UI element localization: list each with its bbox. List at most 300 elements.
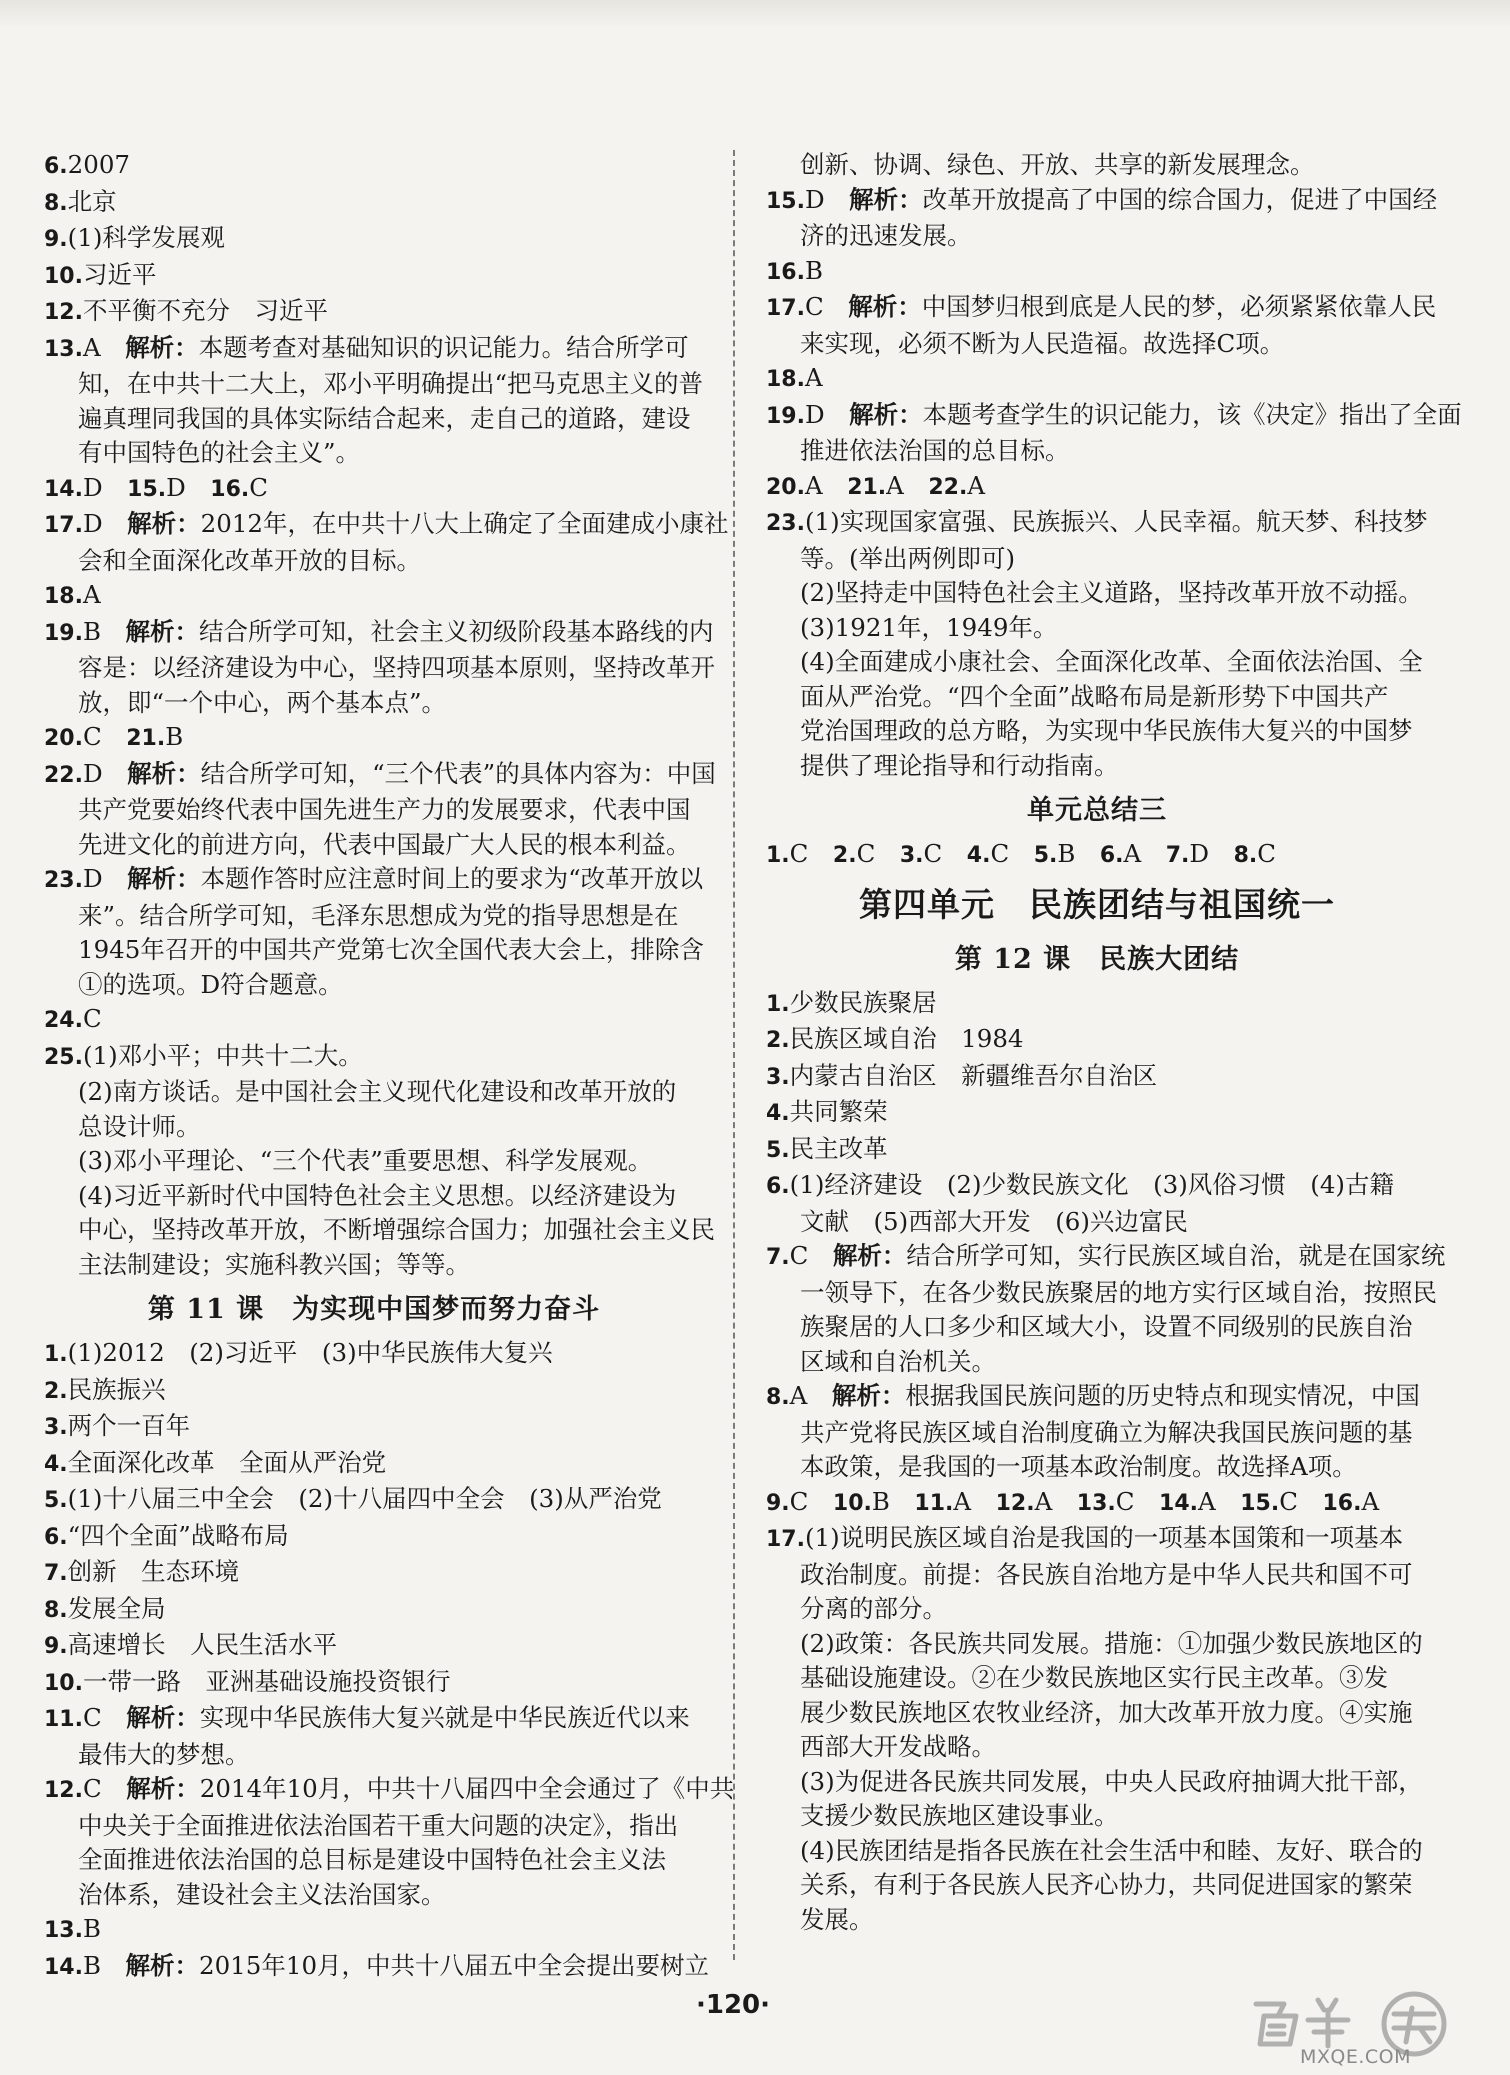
analysis-text: 2015年10月，中共十八届五中全会提出要树立 xyxy=(199,1950,710,1980)
answer-continuation xyxy=(766,1868,1428,1903)
question-number: 2. xyxy=(766,1028,790,1053)
answer-text: 先进文化的前进方向，代表中国最广大人民的根本利益。 xyxy=(78,829,691,859)
answer-text: 共同繁荣 xyxy=(789,1097,888,1126)
question-number: 13. xyxy=(44,336,83,362)
question-number: 24. xyxy=(44,1008,83,1033)
answer-continuation xyxy=(44,544,704,579)
answer-text: A xyxy=(82,332,126,362)
answer-continuation xyxy=(44,933,704,968)
right-column xyxy=(766,148,1462,1937)
answer-text: D xyxy=(166,472,211,502)
answer-continuation xyxy=(44,828,704,863)
analysis-text: 2014年10月，中共十八届四中全会通过了《中共 xyxy=(199,1774,735,1803)
lesson-heading: 第 12 课 民族大团结 xyxy=(954,943,1240,975)
question-number: 12. xyxy=(995,1490,1035,1516)
answer-text: (2)南方谈话。是中国社会主义现代化建设和改革开放的 xyxy=(78,1077,677,1106)
answer-text: 发展。 xyxy=(800,1904,874,1934)
answer-line xyxy=(44,1482,704,1519)
analysis-label: 解析： xyxy=(127,758,201,788)
answer-text: 党治国理政的总方略，为实现中华民族伟大复兴的中国梦 xyxy=(800,716,1413,745)
question-number: 10. xyxy=(44,263,83,289)
question-number: 21. xyxy=(126,726,166,751)
answer-text: A xyxy=(1198,1486,1241,1516)
question-number: 13. xyxy=(44,1918,83,1943)
question-number: 11. xyxy=(914,1490,954,1516)
answer-text: 族聚居的人口多少和区域大小，设置不同级别的民族自治 xyxy=(800,1312,1413,1341)
answer-text: 少数民族聚居 xyxy=(789,987,937,1017)
answer-line xyxy=(44,185,704,222)
question-number: 14. xyxy=(1159,1490,1199,1516)
question-number: 15. xyxy=(1240,1490,1280,1516)
question-number: 18. xyxy=(44,584,83,609)
question-number: 14. xyxy=(44,476,83,502)
answer-continuation xyxy=(766,1661,1428,1696)
answer-text: D xyxy=(82,758,128,788)
answer-text: 2007 xyxy=(67,150,131,179)
answer-text: C xyxy=(804,292,849,321)
answer-text: 展少数民族地区农牧业经济，加大改革开放力度。④实施 xyxy=(800,1697,1413,1727)
answer-continuation xyxy=(766,1345,1428,1380)
lesson-heading: 单元总结三 xyxy=(1027,795,1167,826)
column-divider xyxy=(733,150,735,1960)
answer-text: D xyxy=(82,864,128,893)
answer-text: B xyxy=(82,1950,126,1980)
answer-line xyxy=(766,505,1428,542)
answer-continuation xyxy=(766,327,1428,362)
question-number: 23. xyxy=(44,868,83,893)
answer-text: A xyxy=(82,580,101,609)
question-number: 16. xyxy=(1322,1490,1362,1516)
answer-text: A xyxy=(967,470,986,500)
question-number: 20. xyxy=(44,726,83,751)
answer-line xyxy=(44,471,704,508)
answer-text: 来实现，必须不断为人民造福。故选择C项。 xyxy=(800,328,1285,358)
analysis-label: 解析： xyxy=(127,509,201,538)
question-number: 9. xyxy=(44,227,68,252)
question-number: 25. xyxy=(44,1044,83,1070)
question-number: 7. xyxy=(766,1245,790,1270)
question-number: 3. xyxy=(899,843,924,868)
answer-text: A xyxy=(886,470,929,500)
answer-text: (1)经济建设 (2)少数民族文化 (3)风俗习惯 (4)古籍 xyxy=(789,1170,1394,1199)
answer-continuation xyxy=(766,148,1428,183)
answer-continuation xyxy=(766,1310,1428,1345)
answer-text: D xyxy=(82,509,128,538)
question-number: 11. xyxy=(44,1707,83,1732)
answer-continuation xyxy=(44,793,704,828)
question-number: 15. xyxy=(127,476,167,502)
answer-continuation xyxy=(766,680,1428,715)
answer-text: A xyxy=(1361,1486,1380,1516)
answer-text: 总设计师。 xyxy=(78,1111,201,1141)
answer-line xyxy=(44,1555,704,1592)
answer-text: 不平衡不充分 习近平 xyxy=(82,296,328,325)
question-number: 6. xyxy=(766,1174,790,1199)
answer-continuation xyxy=(44,1144,704,1179)
answer-line xyxy=(44,331,704,368)
answer-line xyxy=(766,1521,1428,1558)
answer-continuation xyxy=(766,1592,1428,1627)
answer-text: 中央关于全面推进依法治国若干重大问题的决定》，指出 xyxy=(78,1810,679,1840)
answer-line xyxy=(44,1628,704,1665)
answer-text: D xyxy=(804,184,850,214)
answer-text: (4)民族团结是指各民族在社会生活中和睦、友好、联合的 xyxy=(800,1835,1423,1865)
answer-line xyxy=(766,1485,1428,1522)
answer-line xyxy=(44,1772,735,1809)
question-number: 4. xyxy=(44,1451,68,1477)
answer-text: (4)习近平新时代中国特色社会主义思想。以经济建设为 xyxy=(78,1180,677,1210)
answer-continuation xyxy=(44,402,704,437)
question-number: 3. xyxy=(766,1064,790,1090)
answer-continuation xyxy=(766,1903,1428,1938)
answer-text: 中心，坚持改革开放，不断增强综合国力；加强社会主义民 xyxy=(78,1215,715,1244)
answer-text: D xyxy=(82,472,128,502)
answer-line xyxy=(44,757,716,794)
answer-text: 济的迅速发展。 xyxy=(800,221,972,250)
answer-text: 分离的部分。 xyxy=(800,1594,947,1623)
answer-line xyxy=(766,1095,1428,1132)
analysis-label: 解析： xyxy=(126,1703,200,1732)
answer-text: (1)科学发展观 xyxy=(67,223,225,252)
question-number: 17. xyxy=(766,296,805,321)
answer-text: 等。(举出两例即可) xyxy=(800,543,1016,573)
answer-line xyxy=(44,578,704,615)
question-number: 7. xyxy=(44,1561,68,1586)
analysis-text: 本题作答时应注意时间上的要求为“改革开放以 xyxy=(200,864,704,893)
answer-line xyxy=(44,258,704,295)
answer-text: C xyxy=(1115,1486,1160,1516)
question-number: 4. xyxy=(966,843,991,868)
answer-text: 有中国特色的社会主义”。 xyxy=(78,438,361,467)
lesson-heading: 第 11 课 为实现中国梦而努力奋斗 xyxy=(147,1294,601,1325)
question-number: 1. xyxy=(44,1342,68,1367)
question-number: 10. xyxy=(832,1490,872,1516)
question-number: 12. xyxy=(44,300,83,325)
question-number: 5. xyxy=(1033,843,1058,868)
question-number: 8. xyxy=(44,1597,68,1623)
question-number: 14. xyxy=(44,1954,83,1980)
answer-text: 会和全面深化改革开放的目标。 xyxy=(78,545,421,575)
answer-text: C xyxy=(1257,839,1276,868)
analysis-label: 解析： xyxy=(125,1950,199,1980)
answer-line xyxy=(766,1132,1428,1169)
analysis-text: 结合所学可知，社会主义初级阶段基本路线的内 xyxy=(199,616,714,646)
question-number: 6. xyxy=(44,1524,68,1550)
analysis-label: 解析： xyxy=(832,1241,907,1270)
answer-line xyxy=(766,1059,1428,1096)
answer-text: C xyxy=(789,839,833,868)
answer-text: 高速增长 人民生活水平 xyxy=(67,1630,338,1659)
answer-line xyxy=(766,398,1462,435)
answer-text: 推进依法治国的总目标。 xyxy=(800,436,1070,465)
answer-continuation xyxy=(766,1416,1428,1451)
answer-continuation xyxy=(766,1730,1428,1765)
answer-continuation xyxy=(44,1075,704,1110)
answer-text: (1)2012 (2)习近平 (3)中华民族伟大复兴 xyxy=(67,1338,553,1367)
analysis-label: 解析： xyxy=(127,864,201,893)
answer-line xyxy=(44,1665,704,1702)
scan-top-edge xyxy=(0,0,1510,28)
answer-continuation xyxy=(766,1799,1428,1834)
answer-continuation xyxy=(766,434,1428,469)
answer-text: C xyxy=(856,839,900,868)
answer-text: A xyxy=(804,363,823,392)
answer-continuation xyxy=(766,1276,1437,1311)
answer-text: 习近平 xyxy=(82,259,157,289)
answer-line xyxy=(44,1592,704,1629)
answer-text: (2)坚持走中国特色社会主义道路，坚持改革开放不动摇。 xyxy=(800,578,1423,607)
question-number: 23. xyxy=(766,511,805,536)
question-number: 8. xyxy=(766,1385,790,1410)
question-number: 8. xyxy=(1233,843,1258,868)
analysis-label: 解析： xyxy=(831,1381,906,1410)
answer-line xyxy=(44,1519,704,1556)
answer-continuation xyxy=(44,367,704,402)
answer-line xyxy=(766,254,1428,291)
answer-continuation xyxy=(44,1878,704,1913)
answer-text: (1)实现国家富强、民族振兴、人民幸福。航天梦、科技梦 xyxy=(804,507,1428,536)
answer-text: B xyxy=(804,255,823,285)
question-number: 5. xyxy=(44,1488,68,1513)
answer-continuation xyxy=(766,1765,1428,1800)
answer-line xyxy=(44,720,704,757)
answer-text: 支援少数民族地区建设事业。 xyxy=(800,1801,1119,1830)
answer-text: (1)说明民族区域自治是我国的一项基本国策和一项基本 xyxy=(804,1523,1404,1552)
analysis-label: 解析： xyxy=(125,616,199,646)
answer-line xyxy=(44,221,704,258)
question-number: 2. xyxy=(832,843,857,868)
question-number: 13. xyxy=(1076,1490,1116,1516)
analysis-text: 中国梦归根到底是人民的梦，必须紧紧依靠人民 xyxy=(921,292,1437,321)
answer-text: 两个一百年 xyxy=(67,1411,191,1440)
question-number: 8. xyxy=(44,190,68,216)
answer-line xyxy=(44,1409,704,1446)
analysis-text: 改革开放提高了中国的综合国力，促进了中国经 xyxy=(922,184,1438,214)
answer-continuation xyxy=(44,686,704,721)
answer-line xyxy=(44,615,714,652)
answer-continuation xyxy=(766,714,1428,749)
question-number: 21. xyxy=(847,474,887,500)
question-number: 7. xyxy=(1165,843,1190,868)
answer-text: C xyxy=(249,472,269,502)
question-number: 17. xyxy=(766,1527,805,1552)
answer-continuation xyxy=(44,968,704,1003)
answer-text: 提供了理论指导和行动指南。 xyxy=(800,750,1119,780)
answer-line xyxy=(766,183,1438,220)
answer-text: 遍真理同我国的具体实际结合起来，走自己的道路，建设 xyxy=(78,403,691,433)
analysis-label: 解析： xyxy=(849,184,923,214)
answer-line xyxy=(766,986,1428,1023)
answer-continuation xyxy=(766,611,1428,646)
question-number: 9. xyxy=(44,1634,68,1659)
question-number: 20. xyxy=(766,474,805,500)
answer-continuation xyxy=(44,1843,704,1878)
question-number: 15. xyxy=(766,188,805,214)
analysis-label: 解析： xyxy=(125,332,199,362)
answer-text: 民族振兴 xyxy=(67,1374,166,1404)
answer-text: C xyxy=(789,1241,833,1270)
answer-continuation xyxy=(44,1809,704,1844)
answer-line xyxy=(44,507,729,544)
answer-text: A xyxy=(1123,839,1166,868)
answer-text: (4)全面建成小康社会、全面深化改革、全面依法治国、全 xyxy=(800,647,1423,676)
answer-line xyxy=(766,469,1428,506)
question-number: 1. xyxy=(766,991,790,1017)
analysis-text: 结合所学可知，“三个代表”的具体内容为：中国 xyxy=(200,758,716,788)
question-number: 19. xyxy=(766,403,805,429)
answer-text: 知，在中共十二大上，邓小平明确提出“把马克思主义的普 xyxy=(78,369,704,398)
answer-text: 本政策，是我国的一项基本政治制度。故选择A项。 xyxy=(800,1452,1357,1481)
answer-text: B xyxy=(871,1486,915,1516)
answer-text: A xyxy=(789,1381,832,1410)
answer-line xyxy=(44,1373,704,1410)
answer-text: D xyxy=(1189,839,1234,868)
answer-text: (1)十八届三中全会 (2)十八届四中全会 (3)从严治党 xyxy=(67,1484,662,1513)
question-number: 9. xyxy=(766,1490,790,1516)
answer-continuation xyxy=(44,1738,704,1773)
watermark-url: MXQE.COM xyxy=(1300,2046,1412,2068)
answer-text: 来”。结合所学可知，毛泽东思想成为党的指导思想是在 xyxy=(78,900,679,930)
answer-text: 基础设施建设。②在少数民族地区实行民主改革。③发 xyxy=(800,1663,1388,1692)
answer-text: C xyxy=(82,722,127,751)
answer-text: 内蒙古自治区 新疆维吾尔自治区 xyxy=(789,1060,1158,1090)
answer-text: 容是：以经济建设为中心，坚持四项基本原则，坚持改革开 xyxy=(78,653,715,682)
answer-text: A xyxy=(804,470,848,500)
answer-text: (3)邓小平理论、“三个代表”重要思想、科学发展观。 xyxy=(78,1146,653,1175)
answer-continuation xyxy=(44,651,715,686)
answer-text: 共产党将民族区域自治制度确立为解决我国民族问题的基 xyxy=(800,1417,1413,1447)
answer-line xyxy=(766,361,1428,398)
analysis-text: 根据我国民族问题的历史特点和现实情况，中国 xyxy=(905,1381,1420,1410)
question-number: 19. xyxy=(44,620,83,646)
answer-line xyxy=(44,1701,704,1738)
answer-line xyxy=(44,1949,710,1986)
answer-text: (1)邓小平；中共十二大。 xyxy=(82,1040,363,1070)
answer-continuation xyxy=(766,542,1428,577)
analysis-label: 解析： xyxy=(848,292,922,321)
answer-text: (3)为促进各民族共同发展，中央人民政府抽调大批干部， xyxy=(800,1766,1423,1796)
answer-text: 1945年召开的中国共产党第七次全国代表大会上，排除含 xyxy=(78,935,704,964)
answer-text: (2)政策：各民族共同发展。措施：①加强少数民族地区的 xyxy=(800,1628,1423,1658)
answer-text: 创新 生态环境 xyxy=(67,1557,240,1586)
question-number: 12. xyxy=(44,1778,83,1803)
question-number: 22. xyxy=(928,474,968,500)
answer-text: 放，即“一个中心，两个基本点”。 xyxy=(78,687,447,717)
answer-text: 治体系，建设社会主义法治国家。 xyxy=(78,1879,446,1909)
answer-text: 发展全局 xyxy=(67,1593,166,1623)
answer-continuation xyxy=(766,645,1428,680)
answer-line xyxy=(44,1446,704,1483)
question-number: 4. xyxy=(766,1101,790,1126)
analysis-text: 结合所学可知，实行民族区域自治，就是在国家统 xyxy=(906,1241,1446,1270)
answer-text: A xyxy=(953,1486,996,1516)
answer-text: 主法制建设；实施科教兴国；等等。 xyxy=(78,1249,470,1279)
answer-line xyxy=(44,1336,704,1373)
answer-text: C xyxy=(990,839,1034,868)
analysis-text: 本题考查学生的识记能力，该《决定》指出了全面 xyxy=(922,399,1462,429)
answer-text: B xyxy=(82,616,126,646)
question-number: 2. xyxy=(44,1378,68,1404)
answer-line xyxy=(44,1912,704,1949)
question-number: 5. xyxy=(766,1137,790,1163)
question-number: 10. xyxy=(44,1670,83,1696)
answer-text: C xyxy=(82,1774,127,1803)
answer-text: C xyxy=(923,839,967,868)
question-number: 17. xyxy=(44,513,83,538)
answer-text: 创新、协调、绿色、开放、共享的新发展理念。 xyxy=(800,150,1315,179)
answer-text: 共产党要始终代表中国先进生产力的发展要求，代表中国 xyxy=(78,795,691,824)
unit-heading: 第四单元 民族团结与祖国统一 xyxy=(859,884,1335,924)
answer-continuation xyxy=(766,1834,1428,1869)
answer-line xyxy=(766,1239,1446,1276)
answer-continuation xyxy=(766,1450,1428,1485)
answer-continuation xyxy=(44,1110,704,1145)
question-number: 3. xyxy=(44,1415,68,1440)
answer-text: A xyxy=(1034,1486,1077,1516)
answer-continuation xyxy=(766,1205,1428,1240)
analysis-text: 2012年，在中共十八大上确定了全面建成小康社 xyxy=(200,509,729,538)
answer-text: 民族区域自治 1984 xyxy=(789,1024,1024,1053)
answer-line xyxy=(766,837,1428,874)
answer-line xyxy=(766,290,1437,327)
answer-continuation xyxy=(766,1627,1428,1662)
answer-continuation xyxy=(44,1248,704,1283)
answer-text: 北京 xyxy=(67,186,117,216)
answer-text: 政治制度。前提：各民族自治地方是中华人民共和国不可 xyxy=(800,1559,1413,1589)
analysis-text: 本题考查对基础知识的识记能力。结合所学可 xyxy=(198,332,689,362)
answer-line xyxy=(766,1022,1428,1059)
answer-continuation xyxy=(766,1558,1428,1593)
answer-text: 一带一路 亚洲基础设施投资银行 xyxy=(82,1666,451,1696)
question-number: 1. xyxy=(766,843,790,868)
answer-text: C xyxy=(1279,1486,1323,1516)
answer-continuation xyxy=(766,749,1428,784)
answer-line xyxy=(44,294,704,331)
answer-text: 文献 (5)西部大开发 (6)兴边富民 xyxy=(800,1206,1188,1236)
analysis-label: 解析： xyxy=(126,1774,200,1803)
answer-text: 一领导下，在各少数民族聚居的地方实行区域自治，按照民 xyxy=(800,1277,1437,1307)
answer-text: 关系，有利于各民族人民齐心协力，共同促进国家的繁荣 xyxy=(800,1870,1413,1899)
question-number: 6. xyxy=(44,154,68,179)
question-number: 16. xyxy=(766,259,805,285)
answer-text: C xyxy=(789,1486,833,1516)
answer-text: C xyxy=(82,1703,127,1732)
answer-text: (3)1921年，1949年。 xyxy=(800,612,1058,642)
answer-text: 区域和自治机关。 xyxy=(800,1346,996,1376)
left-column xyxy=(44,148,735,1985)
question-number: 16. xyxy=(210,476,250,502)
question-number: 6. xyxy=(1099,843,1124,868)
answer-text: 民主改革 xyxy=(789,1133,888,1163)
answer-continuation xyxy=(44,899,704,934)
answer-text: C xyxy=(82,1004,102,1033)
analysis-label: 解析： xyxy=(849,399,923,429)
answer-line xyxy=(44,148,704,185)
answer-line xyxy=(44,862,704,899)
answer-text: B xyxy=(165,722,184,751)
question-number: 18. xyxy=(766,367,805,392)
answer-continuation xyxy=(44,1213,715,1248)
answer-text: 全面深化改革 全面从严治党 xyxy=(67,1447,387,1477)
answer-line xyxy=(44,1039,704,1076)
answer-text: ①的选项。D符合题意。 xyxy=(78,969,343,999)
answer-line xyxy=(44,1002,704,1039)
answer-text: B xyxy=(82,1914,101,1943)
answer-continuation xyxy=(766,1696,1428,1731)
answer-line xyxy=(766,1379,1428,1416)
answer-line xyxy=(766,1168,1428,1205)
answer-text: B xyxy=(1057,839,1100,868)
